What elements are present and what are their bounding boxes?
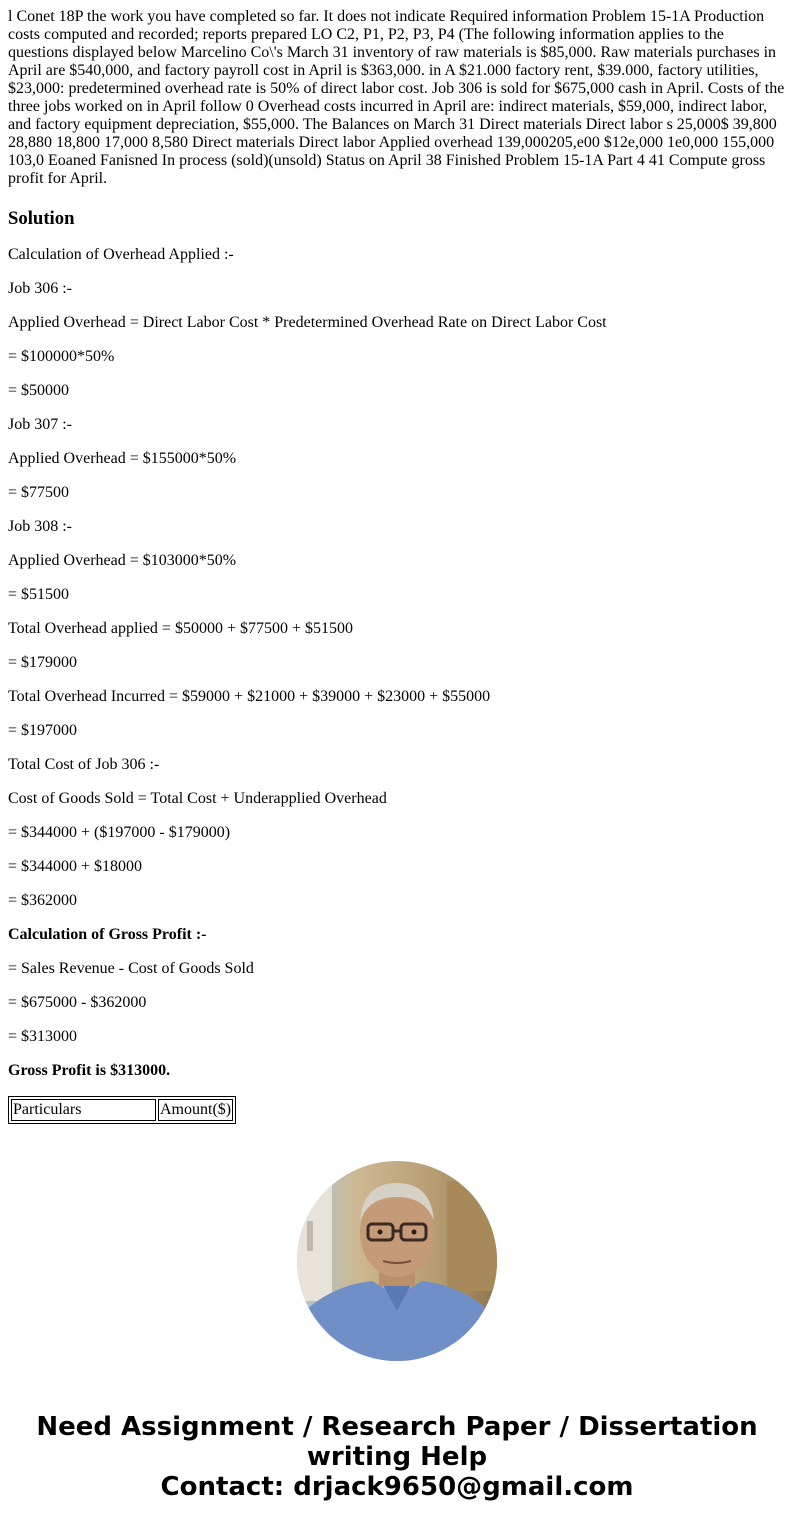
solution-heading: Solution xyxy=(8,208,75,229)
step-text: = Sales Revenue - Cost of Goods Sold xyxy=(8,960,254,977)
step-text: = $179000 xyxy=(8,654,78,671)
step-text: = $100000*50% xyxy=(8,348,115,365)
step-text: Job 307 :- xyxy=(8,416,72,433)
banner-line: Need Assignment / Research Paper / Dissertation xyxy=(36,1412,758,1442)
step-text: = $344000 + ($197000 - $179000) xyxy=(8,824,231,841)
step-text: = $197000 xyxy=(8,722,78,739)
contact-email: Contact: drjack9650@gmail.com xyxy=(160,1472,634,1502)
particulars-table xyxy=(8,1096,236,1124)
step-text: = $362000 xyxy=(8,892,78,909)
step-text: Cost of Goods Sold = Total Cost + Underapplied Overhead xyxy=(8,790,387,807)
table-cell-amount: Amount($) xyxy=(158,1099,233,1121)
gross-profit-result: Gross Profit is $313000. xyxy=(8,1062,171,1079)
step-text: Total Cost of Job 306 :- xyxy=(8,756,160,773)
step-text: = $50000 xyxy=(8,382,70,399)
step-text: Job 308 :- xyxy=(8,518,72,535)
step-text: Job 306 :- xyxy=(8,280,72,297)
help-banner xyxy=(0,1412,794,1502)
step-text: Total Overhead Incurred = $59000 + $21000 + $39000 + $23000 + $55000 xyxy=(8,688,491,705)
banner-line: writing Help xyxy=(306,1442,488,1472)
solution-steps xyxy=(8,246,786,1080)
step-text: = $51500 xyxy=(8,586,70,603)
table-cell-particulars: Particulars xyxy=(11,1099,156,1121)
step-text: Applied Overhead = $103000*50% xyxy=(8,552,237,569)
step-text: Total Overhead applied = $50000 + $77500 + $51500 xyxy=(8,620,353,637)
step-text: Calculation of Overhead Applied :- xyxy=(8,246,234,263)
step-text: = $77500 xyxy=(8,484,70,501)
step-text: = $675000 - $362000 xyxy=(8,994,147,1011)
author-photo-image xyxy=(297,1161,497,1361)
question-text: l Conet 18P the work you have completed so far. It does not indicate Required information Problem 15-1A Production costs computed and recorded; reports prepared LO C2, P1, P2, P3, P4 (The following information applies to the questions displayed below Marcelino Co\'s March 31 inventory of raw materials is $85,000. Raw materials purchases in April are $540,000, and factory payroll cost in April is $363,000. in A $21.000 factory rent, $39.000, factory utilities, $23,000: predetermined overhead rate is 50% of direct labor cost. Job 306 is sold for $675,000 cash in April. Costs of the three jobs worked on in April follow 0 Overhead costs incurred in April are: indirect materials, $59,000, indirect labor, and factory equipment depreciation, $55,000. The Balances on March 31 Direct materials Direct labor s 25,000$ 39,800 28,880 18,800 17,000 8,580 Direct materials Direct labor Applied overhead 139,000205,e00 $12e,000 1e0,000 155,000 103,0 Eoaned Fanisned In process (sold)(unsold) Status on April 38 Finished Problem 15-1A Part 4 41 Compute gross profit for April. xyxy=(8,8,785,187)
step-text: = $344000 + $18000 xyxy=(8,858,143,875)
gross-profit-heading: Calculation of Gross Profit :- xyxy=(8,926,207,943)
table-row xyxy=(11,1099,233,1121)
step-text: Applied Overhead = Direct Labor Cost * Predetermined Overhead Rate on Direct Labor Cost xyxy=(8,314,607,331)
author-photo xyxy=(297,1161,497,1361)
document xyxy=(0,8,794,1124)
step-text: Applied Overhead = $155000*50% xyxy=(8,450,237,467)
step-text: = $313000 xyxy=(8,1028,78,1045)
